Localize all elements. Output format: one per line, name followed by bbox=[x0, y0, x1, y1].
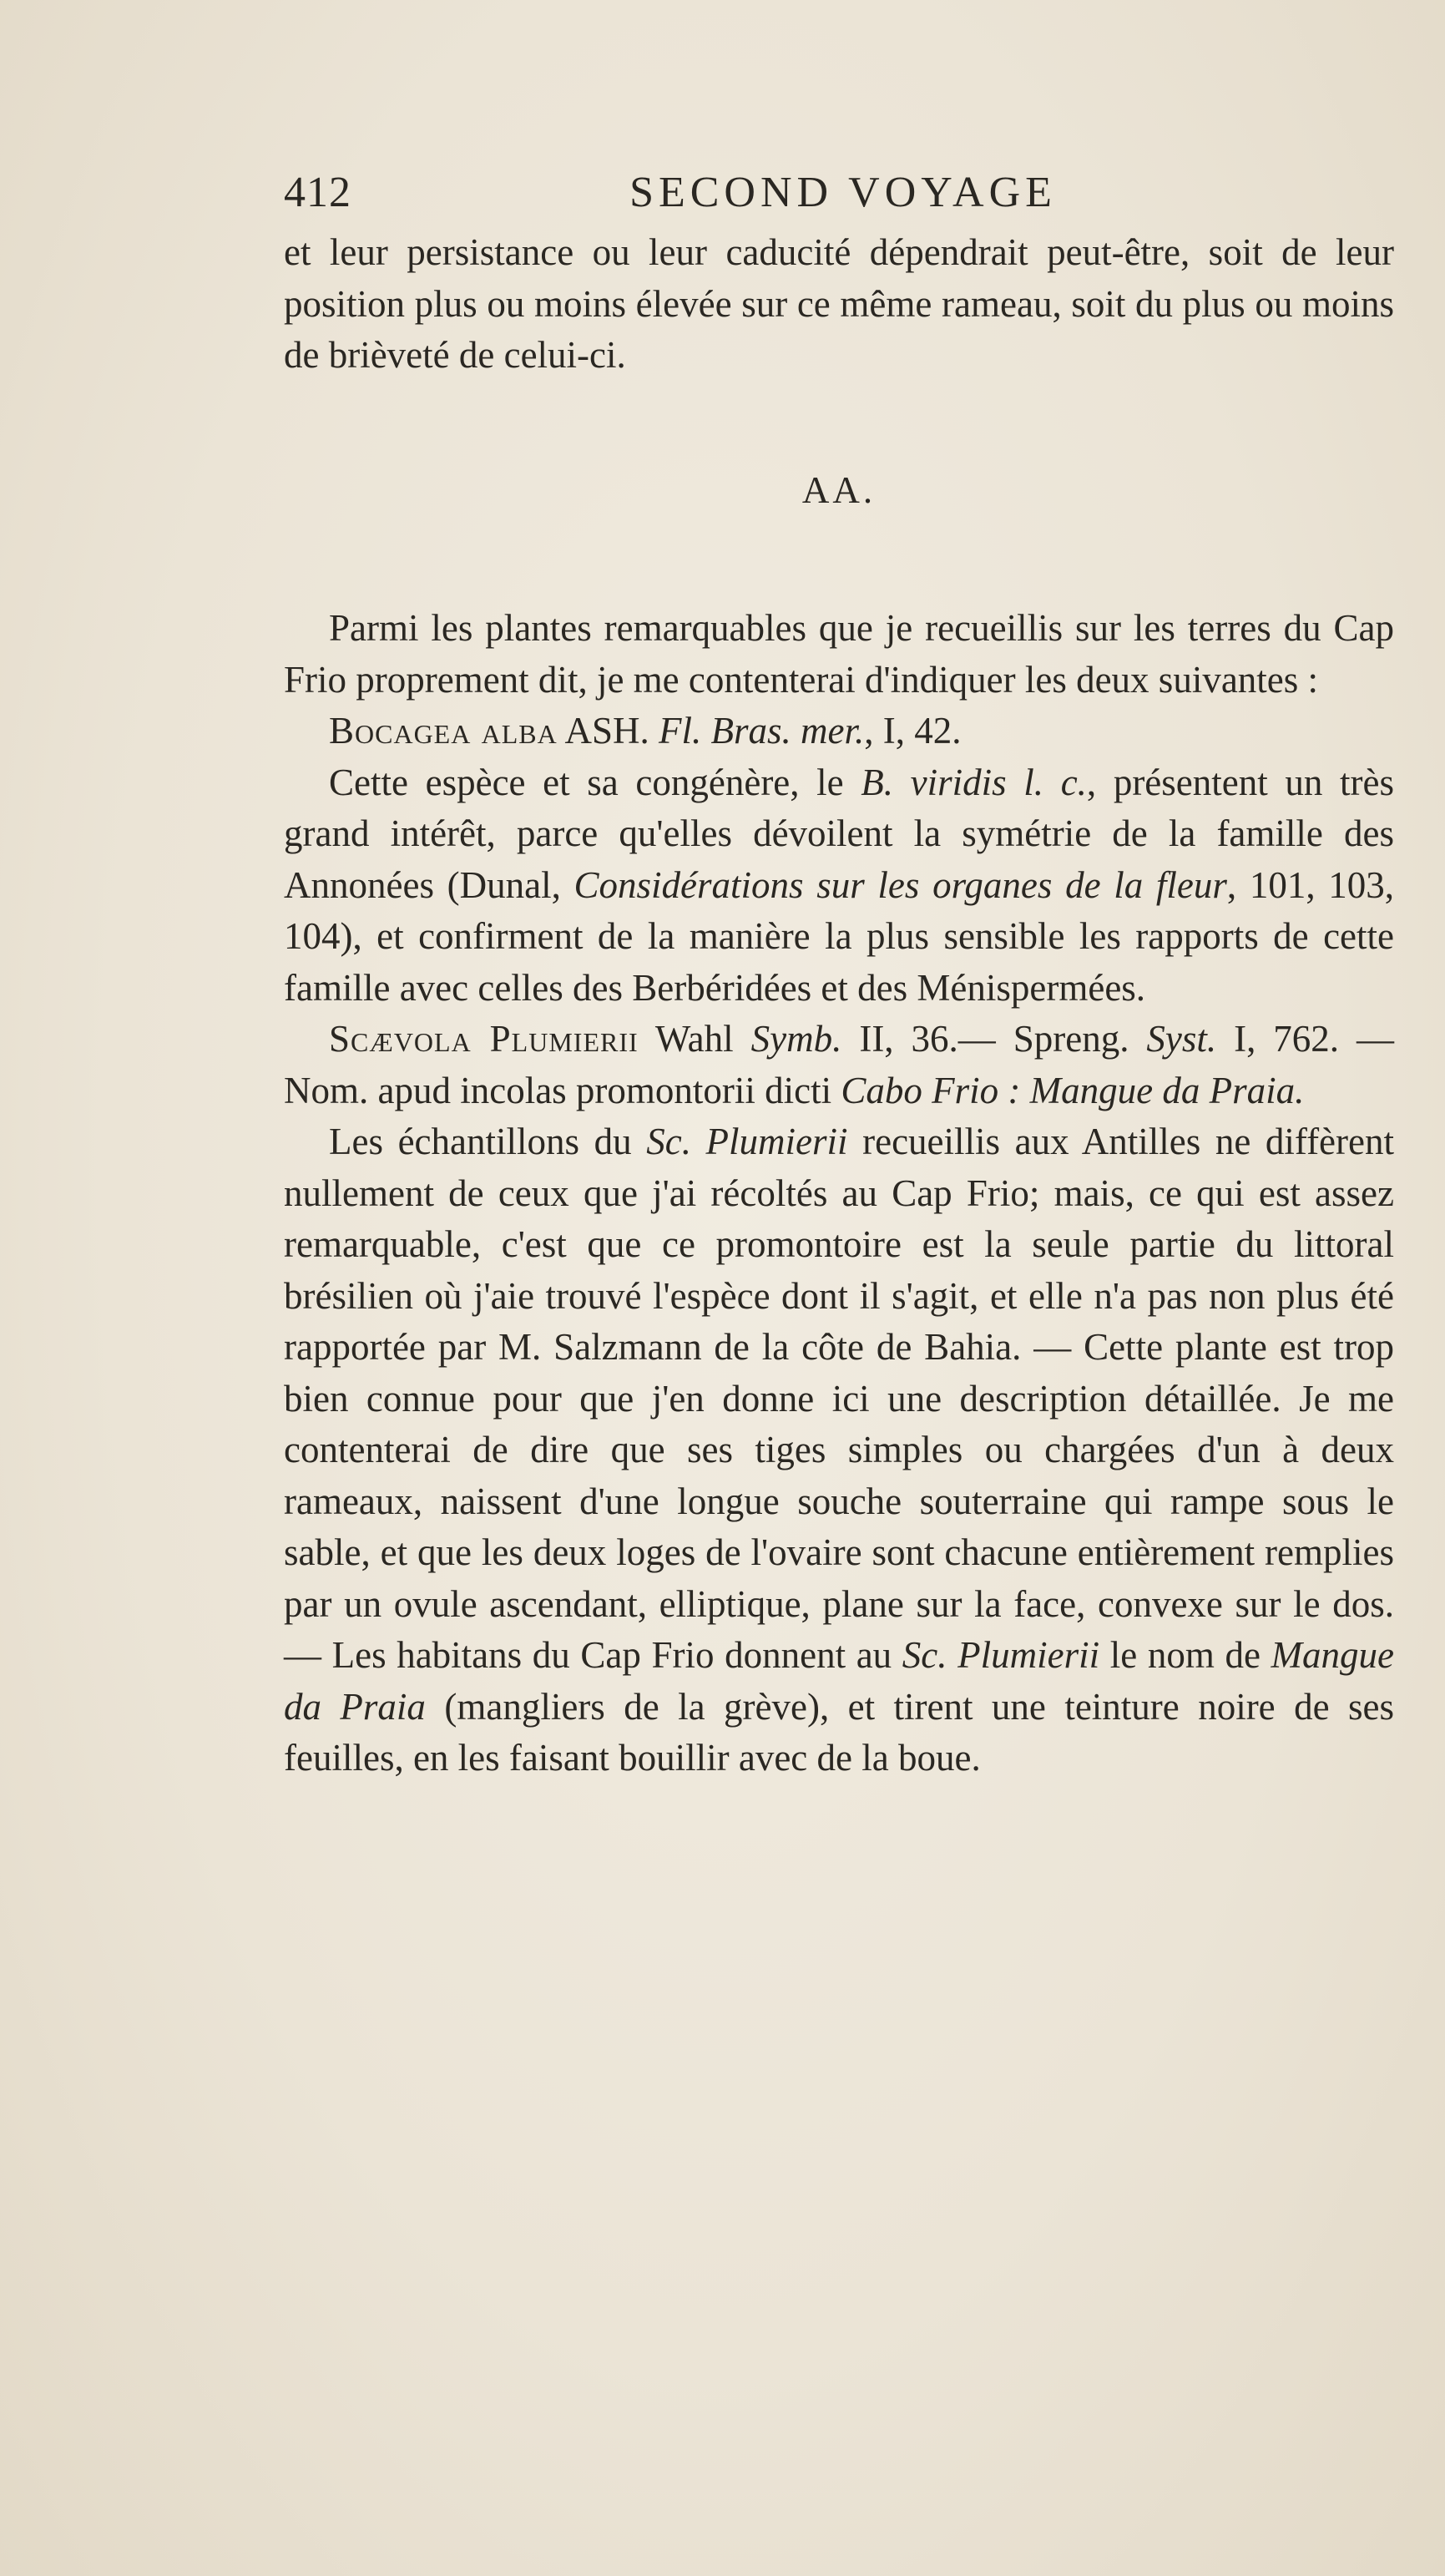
text-run: Les échantillons du bbox=[329, 1121, 647, 1162]
text-run: le nom de bbox=[1099, 1634, 1271, 1676]
italic-run: Considérations sur les organes de la fleur bbox=[573, 863, 1227, 906]
species-name: Scævola Plumierii bbox=[329, 1018, 639, 1060]
italic-run: Sc. Plumierii bbox=[646, 1121, 848, 1162]
paragraph-intro: Parmi les plantes remarquables que je recueillis sur les terres du Cap Frio proprement dit, je me contenterai d'indiquer les deux suivantes : bbox=[284, 607, 1394, 701]
species-author: Wahl bbox=[654, 1018, 734, 1060]
text-run: Cette espèce et sa congénère, le bbox=[329, 761, 861, 803]
paragraph-continuation: et leur persistance ou leur caducité dépendrait peut-être, soit de leur position plus ou moins élevée sur ce même rameau, soit du plus ou moins de brièveté de celui-ci. bbox=[284, 231, 1394, 376]
species-entry-bocagea bbox=[284, 706, 1394, 757]
page-header bbox=[284, 167, 1394, 227]
text-run: (mangliers de la grève), et tirent une teinture noire de ses feuilles, en les faisant bouillir avec de la boue. bbox=[284, 1685, 1394, 1779]
text-run: II, 36.— Spreng. bbox=[841, 1018, 1147, 1060]
text-run: I, 762. — Nom. apud incolas promontorii dicti bbox=[284, 1018, 1395, 1111]
italic-run: Symb. bbox=[750, 1018, 842, 1060]
section-title: AA. bbox=[801, 468, 877, 511]
italic-run: Syst. bbox=[1146, 1018, 1217, 1060]
italic-run: Cabo Frio : Mangue da Praia. bbox=[841, 1069, 1305, 1111]
species-author: ASH. bbox=[564, 710, 649, 752]
text-run: , présentent un très grand intérêt, parce qu'elles dévoilent la symétrie de la famille des Annonées (Dunal, bbox=[284, 761, 1394, 906]
italic-run: B. viridis l. c. bbox=[861, 761, 1087, 803]
text-column bbox=[284, 167, 1394, 1784]
running-head: SECOND VOYAGE bbox=[629, 169, 1057, 216]
species-name: Bocagea alba bbox=[329, 710, 558, 752]
text-run: recueillis aux Antilles ne diffèrent nullement de ceux que j'ai récoltés au Cap Frio; mais, ce qui est assez remarquable, c'est que ce promontoire est la seule partie du littoral brésilien où j'aie trouvé l'espèce dont il s'agit, et elle n'a pas non plus été rapportée par M. Salzmann de la côte de Bahia. — Cette plante est trop bien connue pour que j'en donne ici une description détaillée. Je me contenterai de dire que ses tiges simples ou chargées d'un à deux rameaux, naissent d'une longue souche souterraine qui rampe sous le sable, et que les deux loges de l'ovaire sont chacune entièrement remplies par un ovule ascendant, elliptique, plane sur la face, convexe sur le dos. — Les habitans du Cap Frio donnent au bbox=[284, 1121, 1394, 1676]
italic-run: Mangue da Praia bbox=[284, 1634, 1394, 1728]
species-entry-scaevola bbox=[284, 1014, 1394, 1116]
page-number: 412 bbox=[284, 169, 351, 216]
species-reference: Fl. Bras. mer. bbox=[659, 710, 865, 752]
paragraph-scaevola bbox=[284, 1116, 1394, 1784]
italic-run: Sc. Plumierii bbox=[902, 1634, 1100, 1676]
text-run: , 101, 103, 104), et confirment de la manière la plus sensible les rapports de cette famille avec celles des Berbéridées et des Ménispermées. bbox=[284, 863, 1395, 1009]
paragraph-bocagea bbox=[284, 757, 1394, 1015]
species-reference-rest: , I, 42. bbox=[864, 710, 962, 752]
